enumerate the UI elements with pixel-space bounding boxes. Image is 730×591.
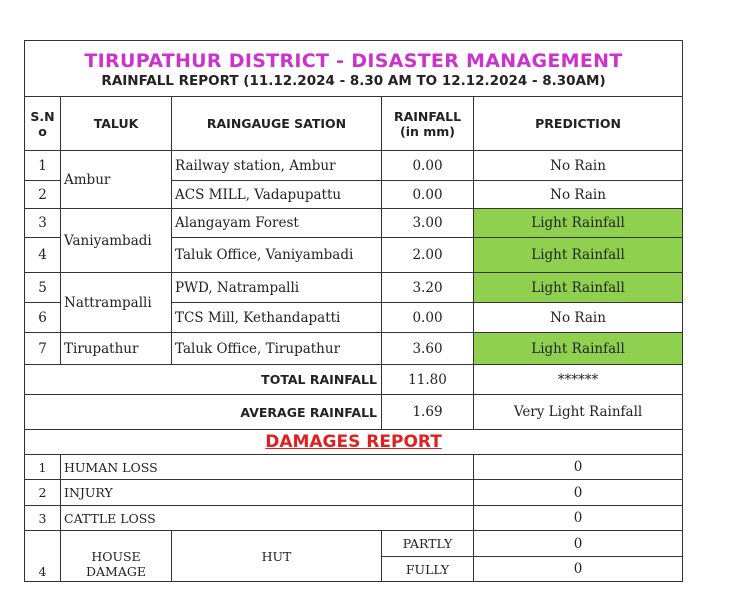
damage-sno-cell: 3 xyxy=(25,506,61,531)
damage-value-cell: 0 xyxy=(474,480,683,506)
damage-sno-cell: 1 xyxy=(25,455,61,480)
sno-cell: 1 xyxy=(25,151,61,181)
report-title: TIRUPATHUR DISTRICT - DISASTER MANAGEMENT xyxy=(84,49,623,72)
total-prediction: ****** xyxy=(474,365,683,395)
damages-report-title: DAMAGES REPORT xyxy=(25,430,683,455)
sno-cell: 6 xyxy=(25,303,61,333)
damage-label-cell: INJURY xyxy=(61,480,474,506)
damages-title-row xyxy=(25,430,683,455)
prediction-cell: Light Rainfall xyxy=(474,333,683,365)
average-prediction: Very Light Rainfall xyxy=(474,395,683,430)
hut-label: HUT xyxy=(172,531,382,582)
sno-cell: 2 xyxy=(25,181,61,209)
table-row xyxy=(25,333,683,365)
table-row xyxy=(25,531,683,557)
rainfall-cell: 3.20 xyxy=(382,273,474,303)
rainfall-header-line1: RAINFALL xyxy=(393,108,462,124)
taluk-cell: Vaniyambadi xyxy=(61,209,172,273)
station-cell: Taluk Office, Tirupathur xyxy=(172,333,382,365)
average-label: AVERAGE RAINFALL xyxy=(25,395,382,430)
sno-cell: 5 xyxy=(25,273,61,303)
report-header xyxy=(25,41,683,97)
station-cell: Taluk Office, Vaniyambadi xyxy=(172,238,382,273)
station-cell: Alangayam Forest xyxy=(172,209,382,238)
taluk-cell: Nattrampalli xyxy=(61,273,172,333)
taluk-cell: Ambur xyxy=(61,151,172,209)
table-row xyxy=(25,273,683,303)
sno-cell: 4 xyxy=(25,238,61,273)
rainfall-cell: 3.60 xyxy=(382,333,474,365)
table-row xyxy=(25,209,683,238)
report-subtitle: RAINFALL REPORT (11.12.2024 - 8.30 AM TO 12.12.2024 - 8.30AM) xyxy=(101,72,606,89)
sno-header-line1: S.N xyxy=(30,108,55,124)
rainfall-cell: 0.00 xyxy=(382,151,474,181)
prediction-cell: Light Rainfall xyxy=(474,273,683,303)
average-value: 1.69 xyxy=(382,395,474,430)
average-row xyxy=(25,395,683,430)
sno-cell: 7 xyxy=(25,333,61,365)
station-cell: TCS Mill, Kethandapatti xyxy=(172,303,382,333)
station-header: RAINGAUGE SATION xyxy=(172,97,382,151)
total-row xyxy=(25,365,683,395)
damage-sno-cell: 2 xyxy=(25,480,61,506)
prediction-cell: Light Rainfall xyxy=(474,238,683,273)
station-cell: PWD, Natrampalli xyxy=(172,273,382,303)
table-row xyxy=(25,151,683,181)
station-cell: ACS MILL, Vadapupattu xyxy=(172,181,382,209)
fully-label: FULLY xyxy=(382,557,474,582)
rainfall-header xyxy=(382,97,474,151)
damage-label-cell: HUMAN LOSS xyxy=(61,455,474,480)
rainfall-report-document xyxy=(24,40,682,582)
sno-header-line2: o xyxy=(38,123,47,139)
rainfall-cell: 0.00 xyxy=(382,181,474,209)
prediction-header: PREDICTION xyxy=(474,97,683,151)
damage-value-cell: 0 xyxy=(474,506,683,531)
partly-value: 0 xyxy=(474,531,683,557)
rainfall-header-line2: (in mm) xyxy=(399,123,455,139)
fully-value: 0 xyxy=(474,557,683,582)
prediction-cell: No Rain xyxy=(474,181,683,209)
table-row xyxy=(25,455,683,480)
rainfall-cell: 0.00 xyxy=(382,303,474,333)
sno-cell: 3 xyxy=(25,209,61,238)
rainfall-report-table xyxy=(24,40,683,582)
damage-sno-cell: 4 xyxy=(25,531,61,582)
station-cell: Railway station, Ambur xyxy=(172,151,382,181)
damage-value-cell: 0 xyxy=(474,455,683,480)
prediction-cell: Light Rainfall xyxy=(474,209,683,238)
table-row xyxy=(25,480,683,506)
column-header-row xyxy=(25,97,683,151)
total-value: 11.80 xyxy=(382,365,474,395)
prediction-cell: No Rain xyxy=(474,151,683,181)
table-row xyxy=(25,506,683,531)
sno-header xyxy=(25,97,61,151)
rainfall-cell: 3.00 xyxy=(382,209,474,238)
prediction-cell: No Rain xyxy=(474,303,683,333)
partly-label: PARTLY xyxy=(382,531,474,557)
house-damage-label: HOUSE DAMAGE xyxy=(61,531,172,582)
total-label: TOTAL RAINFALL xyxy=(25,365,382,395)
taluk-cell: Tirupathur xyxy=(61,333,172,365)
taluk-header: TALUK xyxy=(61,97,172,151)
damage-label-cell: CATTLE LOSS xyxy=(61,506,474,531)
rainfall-cell: 2.00 xyxy=(382,238,474,273)
